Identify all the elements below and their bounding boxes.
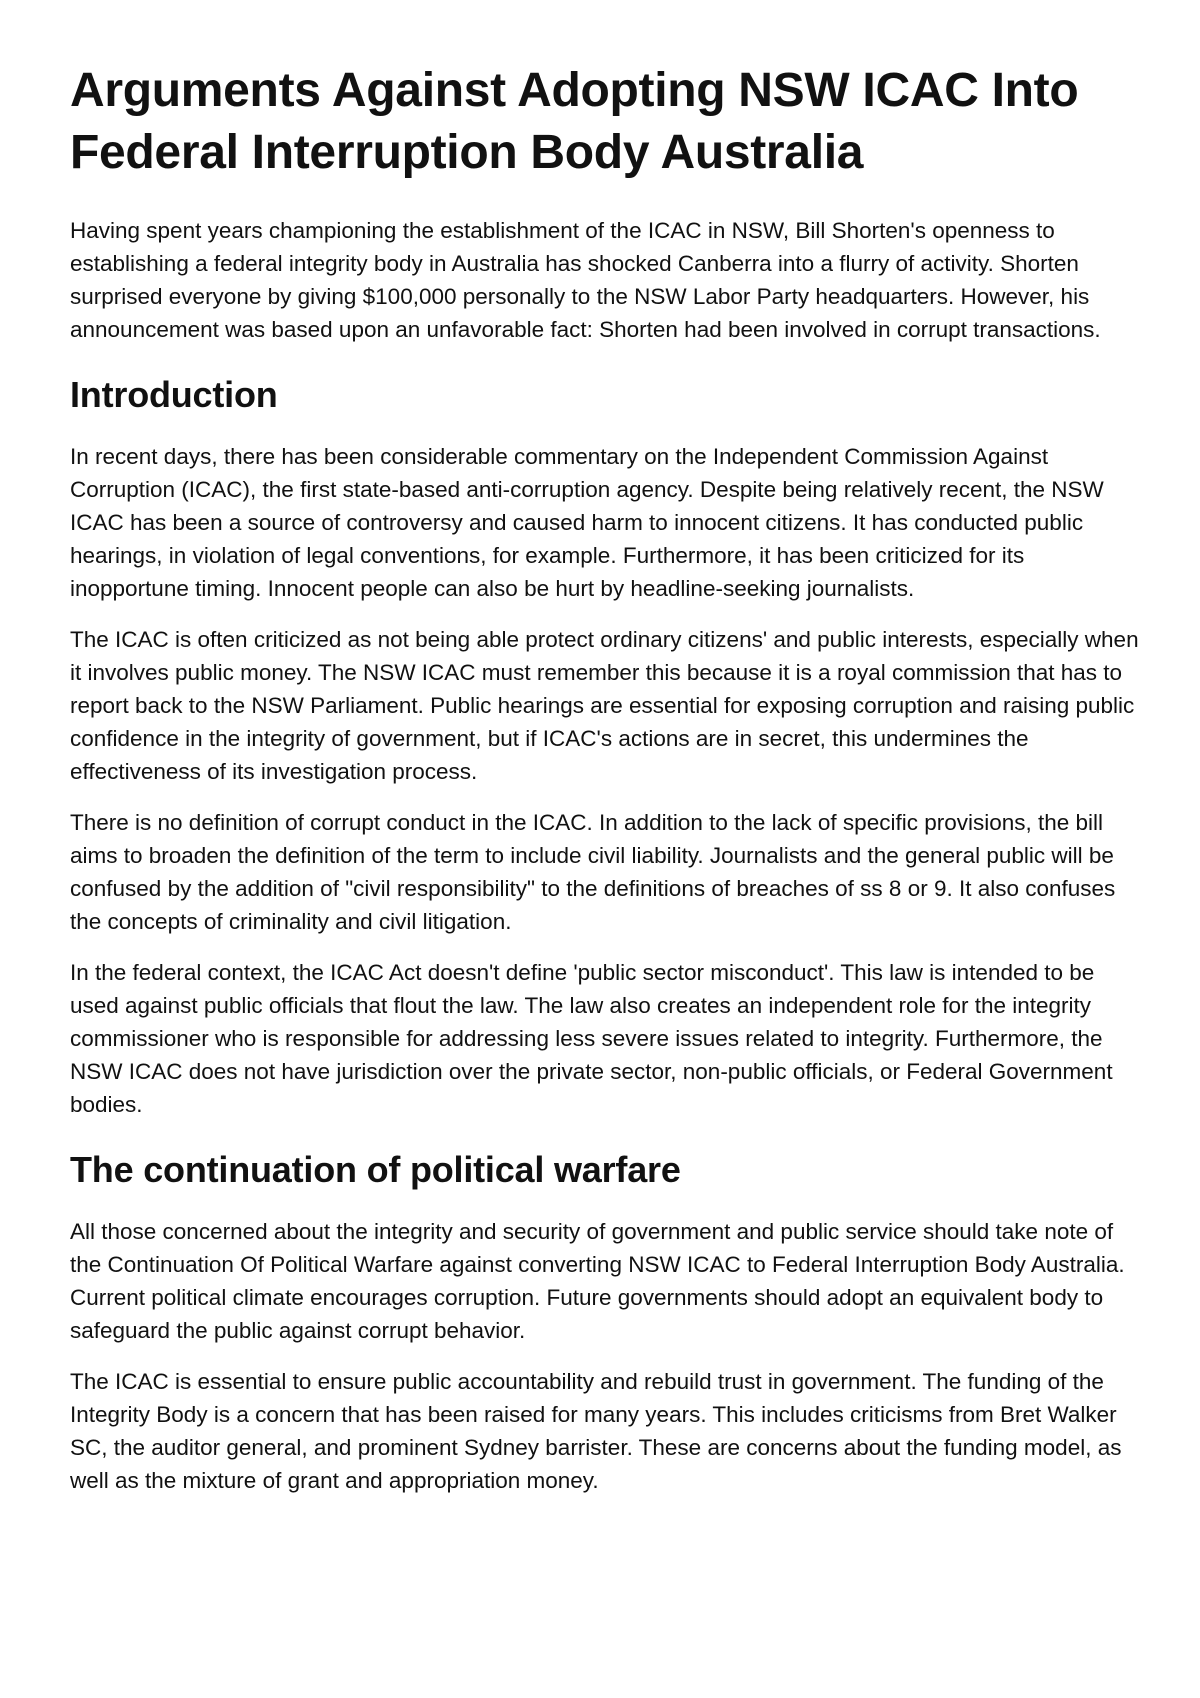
section-heading-introduction: Introduction — [70, 374, 278, 415]
body-paragraph: All those concerned about the integrity and security of government and public service should take note of the Continuation Of Political Warfare against converting NSW ICAC to Federal Interruption Body Australia. Current political climate encourages corruption. Future governments should adopt an equivalent body to safeguard the public against corrupt behavior. — [70, 1219, 1125, 1343]
document-title: Arguments Against Adopting NSW ICAC Into Federal Interruption Body Australia — [70, 64, 1079, 179]
document-page — [70, 60, 1145, 1515]
body-paragraph: There is no definition of corrupt conduct in the ICAC. In addition to the lack of specific provisions, the bill aims to broaden the definition of the term to include civil liability. Journalists and the general public will be confused by the addition of "civil responsibility" to the definitions of breaches of ss 8 or 9. It also confuses the concepts of criminality and civil litigation. — [70, 810, 1116, 934]
body-paragraph: The ICAC is essential to ensure public accountability and rebuild trust in government. The funding of the Integrity Body is a concern that has been raised for many years. This includes criticisms from Bret Walker SC, the auditor general, and prominent Sydney barrister. These are concerns about the funding model, as well as the mixture of grant and appropriation money. — [70, 1369, 1122, 1493]
body-paragraph: The ICAC is often criticized as not being able protect ordinary citizens' and public interests, especially when it involves public money. The NSW ICAC must remember this because it is a royal commission that has to report back to the NSW Parliament. Public hearings are essential for exposing corruption and raising public confidence in the integrity of government, but if ICAC's actions are in secret, this undermines the effectiveness of its investigation process. — [70, 627, 1139, 784]
section-heading-political-warfare: The continuation of political warfare — [70, 1149, 681, 1190]
intro-paragraph: Having spent years championing the establishment of the ICAC in NSW, Bill Shorten's openness to establishing a federal integrity body in Australia has shocked Canberra into a flurry of activity. Shorten surprised everyone by giving $100,000 personally to the NSW Labor Party headquarters. However, his announcement was based upon an unfavorable fact: Shorten had been involved in corrupt transactions. — [70, 218, 1101, 342]
body-paragraph: In recent days, there has been considerable commentary on the Independent Commission Against Corruption (ICAC), the first state-based anti-corruption agency. Despite being relatively recent, the NSW ICAC has been a source of controversy and caused harm to innocent citizens. It has conducted public hearings, in violation of legal conventions, for example. Furthermore, it has been criticized for its inopportune timing. Innocent people can also be hurt by headline-seeking journalists. — [70, 444, 1104, 601]
body-paragraph: In the federal context, the ICAC Act doesn't define 'public sector misconduct'. This law is intended to be used against public officials that flout the law. The law also creates an independent role for the integrity commissioner who is responsible for addressing less severe issues related to integrity. Furthermore, the NSW ICAC does not have jurisdiction over the private sector, non-public officials, or Federal Government bodies. — [70, 960, 1113, 1117]
